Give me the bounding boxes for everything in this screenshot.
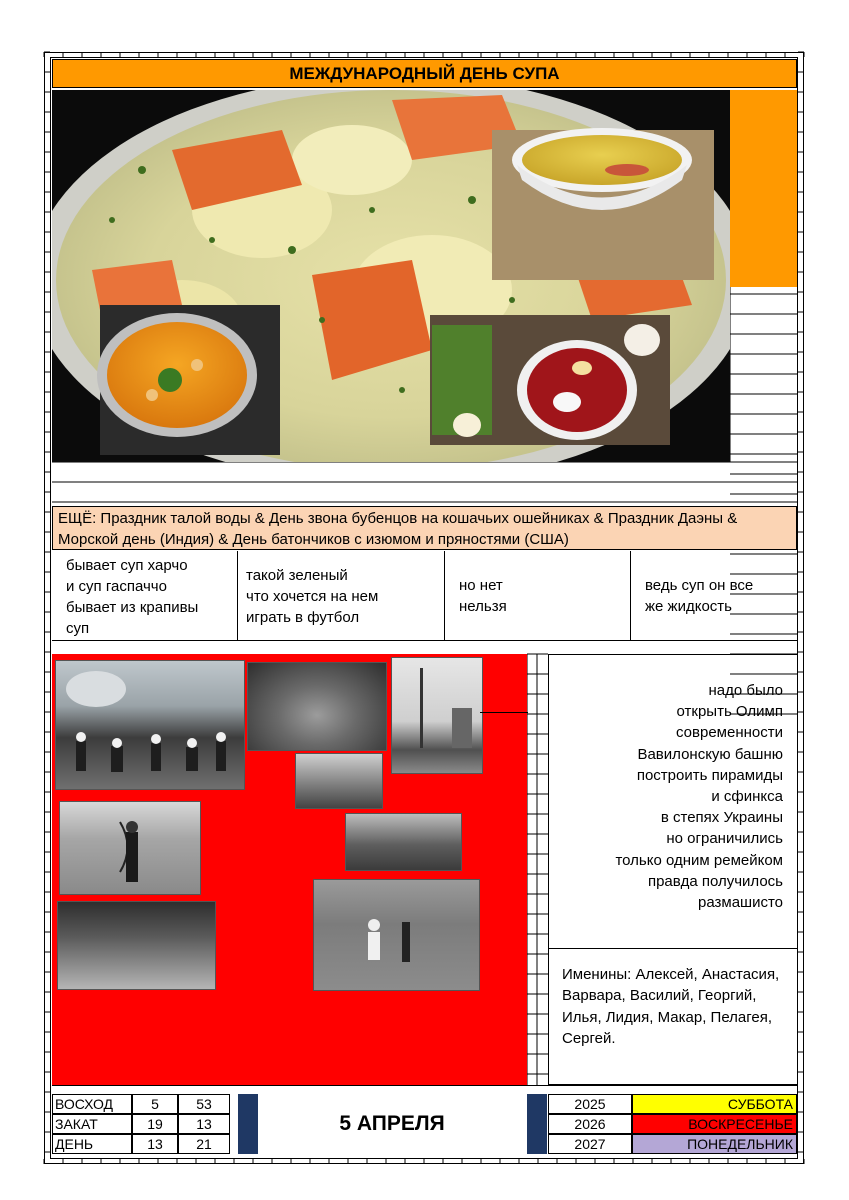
verse-line: открыть Олимп	[676, 703, 783, 721]
olympic-photo-fencing	[57, 901, 216, 990]
joke-line: бывает суп харчо	[66, 557, 188, 574]
olympic-photo-tower	[391, 657, 483, 774]
namedays-text: Именины: Алексей, Анастасия, Варвара, Василий, Георгий, Илья, Лидия, Макар, Пелагея, Сергей.	[562, 966, 780, 1047]
olympic-photo-runner	[313, 879, 480, 991]
olympic-photo-parade	[345, 813, 462, 871]
divider	[52, 1085, 797, 1086]
olympic-photo-stadium	[247, 662, 387, 751]
soup-photo-collage	[52, 90, 730, 462]
verse-line: и сфинкса	[711, 788, 783, 806]
verse-line: в степях Украины	[660, 809, 783, 827]
joke-line: ведь суп он все	[645, 577, 754, 594]
joke-line: нельзя	[459, 598, 507, 615]
verse-line: построить пирамиды	[636, 766, 783, 784]
verse-line: только одним ремейком	[615, 851, 783, 869]
joke-line: же жидкость	[645, 598, 732, 615]
sunrise-label: ВОСХОД	[52, 1094, 132, 1114]
joke-line: но нет	[459, 577, 503, 594]
olympic-photo-archer	[59, 801, 201, 895]
navy-bar-right	[527, 1094, 547, 1154]
date-title: 5 АПРЕЛЯ	[339, 1112, 445, 1135]
verse-line: Вавилонскую башню	[637, 745, 783, 763]
runner-image	[314, 880, 479, 990]
daylength-minutes: 21	[178, 1134, 230, 1154]
sunrise-minutes: 53	[178, 1094, 230, 1114]
more-holidays: ЕЩЁ: Праздник талой воды & День звона бубенцов на кошачьих ошейниках & Праздник Даэны & Морской день (Индия) & День батончиков с изюмом и пряностями (США)	[52, 506, 797, 550]
year-2027: 2027	[548, 1134, 632, 1154]
daylength-hours: 13	[132, 1134, 178, 1154]
daylength-label: ДЕНЬ	[52, 1134, 132, 1154]
sunset-minutes: 13	[178, 1114, 230, 1134]
soup-photo	[52, 90, 730, 462]
joke-line: и суп гаспаччо	[66, 578, 167, 595]
year-2026: 2026	[548, 1114, 632, 1134]
orange-accent-block	[730, 90, 797, 287]
olympic-photo-crowd	[295, 753, 383, 809]
weekday-2026: ВОСКРЕСЕНЬЕ	[632, 1114, 797, 1134]
joke-line: суп	[66, 620, 90, 637]
sunset-hours: 19	[132, 1114, 178, 1134]
joke-line: бывает из крапивы	[66, 599, 199, 616]
tower-image	[392, 658, 482, 773]
verse-line: современности	[676, 724, 783, 742]
verse-line: размашисто	[697, 894, 783, 912]
navy-bar-left	[238, 1094, 258, 1154]
verse-line: надо было	[708, 682, 783, 699]
sunrise-hours: 5	[132, 1094, 178, 1114]
year-2025: 2025	[548, 1094, 632, 1114]
divider	[52, 640, 797, 641]
joke-line: что хочется на нем	[246, 588, 379, 605]
verse-text	[549, 680, 783, 913]
joke-column-1	[52, 551, 238, 640]
joke-line: играть в футбол	[246, 609, 360, 626]
weekday-2027: ПОНЕДЕЛЬНИК	[632, 1134, 797, 1154]
sprinters-image	[56, 661, 244, 789]
weekday-2025: СУББОТА	[632, 1094, 797, 1114]
olympic-photo-sprinters	[55, 660, 245, 790]
joke-line: такой зеленый	[246, 567, 348, 584]
connector-line	[480, 712, 528, 713]
joke-column-4	[631, 551, 797, 640]
page-title: МЕЖДУНАРОДНЫЙ ДЕНЬ СУПА	[52, 59, 797, 88]
archer-image	[60, 802, 200, 894]
joke-column-3	[445, 551, 631, 640]
olympics-photo-panel	[52, 654, 527, 1085]
sunset-label: ЗАКАТ	[52, 1114, 132, 1134]
joke-column-2	[238, 551, 445, 640]
verse-line: правда получилось	[647, 872, 783, 890]
verse-line: но ограничились	[666, 830, 783, 848]
